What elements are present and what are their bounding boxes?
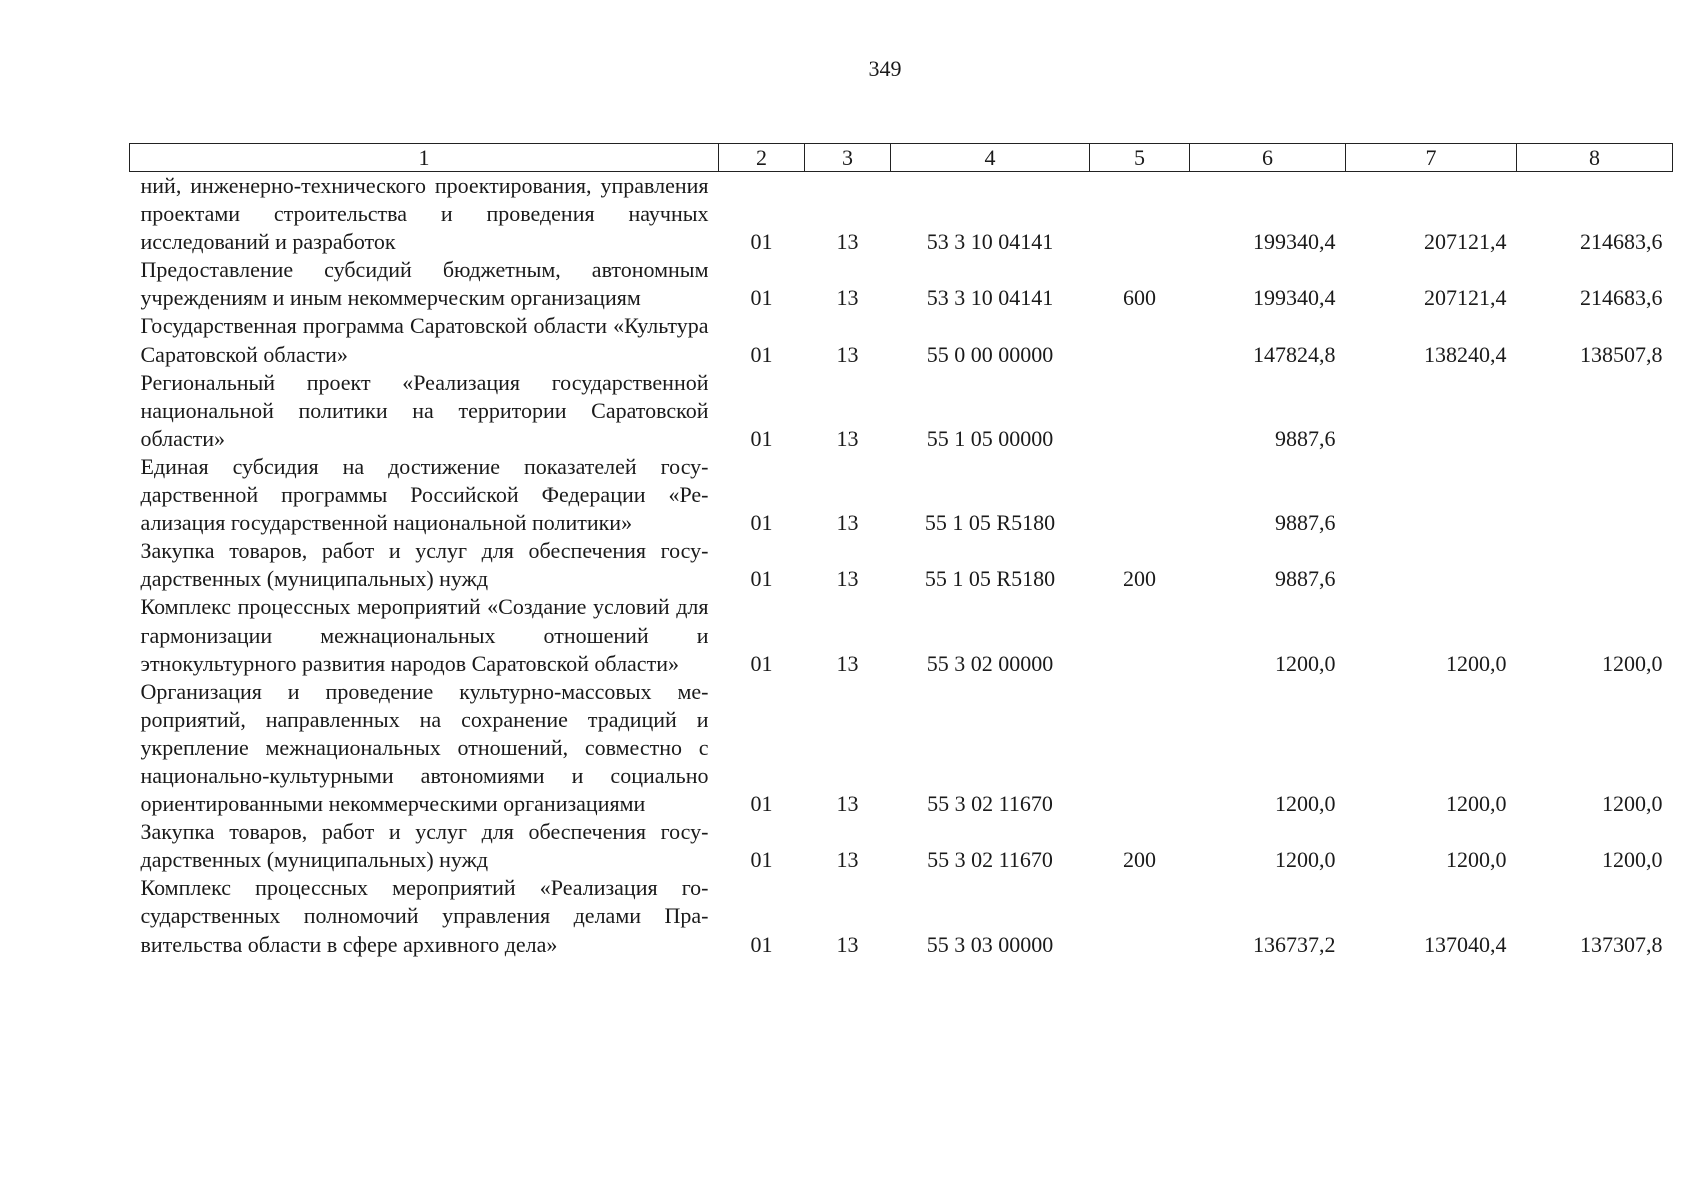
amount-year-1: 9887,6 bbox=[1275, 566, 1336, 592]
section-code: 01 bbox=[750, 847, 773, 873]
subsection-code: 13 bbox=[836, 285, 859, 311]
table-row bbox=[130, 453, 1673, 537]
table-row bbox=[130, 593, 1673, 677]
subsection-code: 13 bbox=[836, 931, 859, 957]
amount-year-3: 214683,6 bbox=[1580, 229, 1663, 255]
column-header: 3 bbox=[805, 144, 891, 172]
column-header: 5 bbox=[1090, 144, 1190, 172]
amount-year-2: 1200,0 bbox=[1446, 650, 1507, 676]
amount-year-3: 138507,8 bbox=[1580, 341, 1663, 367]
table-row bbox=[130, 874, 1673, 958]
expense-type-code bbox=[1090, 874, 1190, 958]
amount-year-1: 9887,6 bbox=[1275, 510, 1336, 536]
table-row bbox=[130, 172, 1673, 257]
amount-year-3 bbox=[1517, 369, 1673, 453]
subsection-code: 13 bbox=[836, 229, 859, 255]
subsection-code: 13 bbox=[836, 510, 859, 536]
target-article-code: 55 1 05 R5180 bbox=[924, 566, 1056, 592]
column-header: 4 bbox=[891, 144, 1090, 172]
subsection-code: 13 bbox=[836, 425, 859, 451]
amount-year-2: 137040,4 bbox=[1424, 931, 1507, 957]
amount-year-3 bbox=[1517, 537, 1673, 593]
table-row bbox=[130, 537, 1673, 593]
section-code: 01 bbox=[750, 285, 773, 311]
amount-year-1: 199340,4 bbox=[1253, 229, 1336, 255]
row-description: ний, инженерно-технического проектирования, управления проектами строительства и проведения научных исследований и разработок bbox=[140, 173, 709, 255]
amount-year-3 bbox=[1517, 453, 1673, 537]
expense-type-code bbox=[1090, 369, 1190, 453]
target-article-code: 55 0 00 00000 bbox=[926, 341, 1054, 367]
target-article-code: 55 1 05 00000 bbox=[926, 425, 1054, 451]
row-description: Комплекс процессных мероприятий «Создание условий для гармонизации межнациональных отношений и этнокультурного развития народов Саратовской области» bbox=[140, 594, 709, 676]
amount-year-2 bbox=[1346, 453, 1517, 537]
subsection-code: 13 bbox=[836, 650, 859, 676]
column-header: 6 bbox=[1190, 144, 1346, 172]
table-row bbox=[130, 818, 1673, 874]
target-article-code: 55 3 03 00000 bbox=[926, 931, 1054, 957]
amount-year-3: 1200,0 bbox=[1602, 791, 1663, 817]
amount-year-1: 1200,0 bbox=[1275, 650, 1336, 676]
target-article-code: 53 3 10 04141 bbox=[926, 285, 1054, 311]
amount-year-2: 1200,0 bbox=[1446, 847, 1507, 873]
expense-type-code: 200 bbox=[1123, 566, 1156, 592]
budget-table bbox=[129, 143, 1673, 959]
amount-year-2: 138240,4 bbox=[1424, 341, 1507, 367]
amount-year-3: 1200,0 bbox=[1602, 650, 1663, 676]
amount-year-3: 214683,6 bbox=[1580, 285, 1663, 311]
subsection-code: 13 bbox=[836, 847, 859, 873]
amount-year-1: 199340,4 bbox=[1253, 285, 1336, 311]
column-header: 7 bbox=[1346, 144, 1517, 172]
amount-year-2: 207121,4 bbox=[1424, 229, 1507, 255]
row-description: Предоставление субсидий бюджетным, автономным учреждениям и иным некоммерческим организациям bbox=[140, 257, 709, 311]
expense-type-code bbox=[1090, 172, 1190, 257]
section-code: 01 bbox=[750, 566, 773, 592]
table-row bbox=[130, 678, 1673, 818]
amount-year-1: 1200,0 bbox=[1275, 791, 1336, 817]
subsection-code: 13 bbox=[836, 791, 859, 817]
table-row bbox=[130, 369, 1673, 453]
row-description: Закупка товаров, работ и услуг для обеспечения государственных (муниципальных) нужд bbox=[140, 819, 709, 873]
expense-type-code: 200 bbox=[1123, 847, 1156, 873]
amount-year-1: 136737,2 bbox=[1253, 931, 1336, 957]
amount-year-1: 1200,0 bbox=[1275, 847, 1336, 873]
row-description: Региональный проект «Реализация государственной национальной политики на территории Саратовской области» bbox=[140, 369, 709, 451]
row-description: Единая субсидия на достижение показателей государственной программы Российской Федерации «Реализация государственной национальной политики» bbox=[140, 453, 709, 536]
amount-year-3: 1200,0 bbox=[1602, 847, 1663, 873]
subsection-code: 13 bbox=[836, 341, 859, 367]
amount-year-3: 137307,8 bbox=[1580, 931, 1663, 957]
amount-year-2: 1200,0 bbox=[1446, 791, 1507, 817]
expense-type-code bbox=[1090, 593, 1190, 677]
amount-year-2: 207121,4 bbox=[1424, 285, 1507, 311]
expense-type-code bbox=[1090, 312, 1190, 368]
row-description: Организация и проведение культурно-массовых мероприятий, направленных на сохранение традиций и укрепление межнациональных отношений, совместно с национально-культурными автономиями и социально ориентированными некоммерческими организациями bbox=[140, 678, 709, 817]
section-code: 01 bbox=[750, 341, 773, 367]
section-code: 01 bbox=[750, 650, 773, 676]
table-header-row bbox=[130, 144, 1673, 172]
expense-type-code bbox=[1090, 678, 1190, 818]
target-article-code: 53 3 10 04141 bbox=[926, 229, 1054, 255]
page-number: 349 bbox=[868, 56, 902, 81]
section-code: 01 bbox=[750, 425, 773, 451]
target-article-code: 55 1 05 R5180 bbox=[924, 510, 1056, 536]
column-header: 1 bbox=[130, 144, 719, 172]
row-description: Закупка товаров, работ и услуг для обеспечения государственных (муниципальных) нужд bbox=[140, 538, 709, 592]
table-row bbox=[130, 312, 1673, 368]
table-body bbox=[130, 172, 1673, 959]
row-description: Комплекс процессных мероприятий «Реализация государственных полномочий управления делами Правительства области в сфере архивного дела» bbox=[140, 875, 709, 957]
amount-year-1: 9887,6 bbox=[1275, 425, 1336, 451]
amount-year-2 bbox=[1346, 537, 1517, 593]
subsection-code: 13 bbox=[836, 566, 859, 592]
section-code: 01 bbox=[750, 791, 773, 817]
expense-type-code bbox=[1090, 453, 1190, 537]
amount-year-2 bbox=[1346, 369, 1517, 453]
section-code: 01 bbox=[750, 510, 773, 536]
expense-type-code: 600 bbox=[1123, 285, 1156, 311]
target-article-code: 55 3 02 11670 bbox=[927, 791, 1053, 817]
section-code: 01 bbox=[750, 931, 773, 957]
section-code: 01 bbox=[750, 229, 773, 255]
amount-year-1: 147824,8 bbox=[1253, 341, 1336, 367]
target-article-code: 55 3 02 11670 bbox=[927, 847, 1053, 873]
column-header: 8 bbox=[1517, 144, 1673, 172]
table-row bbox=[130, 256, 1673, 312]
column-header: 2 bbox=[719, 144, 805, 172]
target-article-code: 55 3 02 00000 bbox=[926, 650, 1054, 676]
row-description: Государственная программа Саратовской области «Культура Саратовской области» bbox=[140, 313, 709, 367]
